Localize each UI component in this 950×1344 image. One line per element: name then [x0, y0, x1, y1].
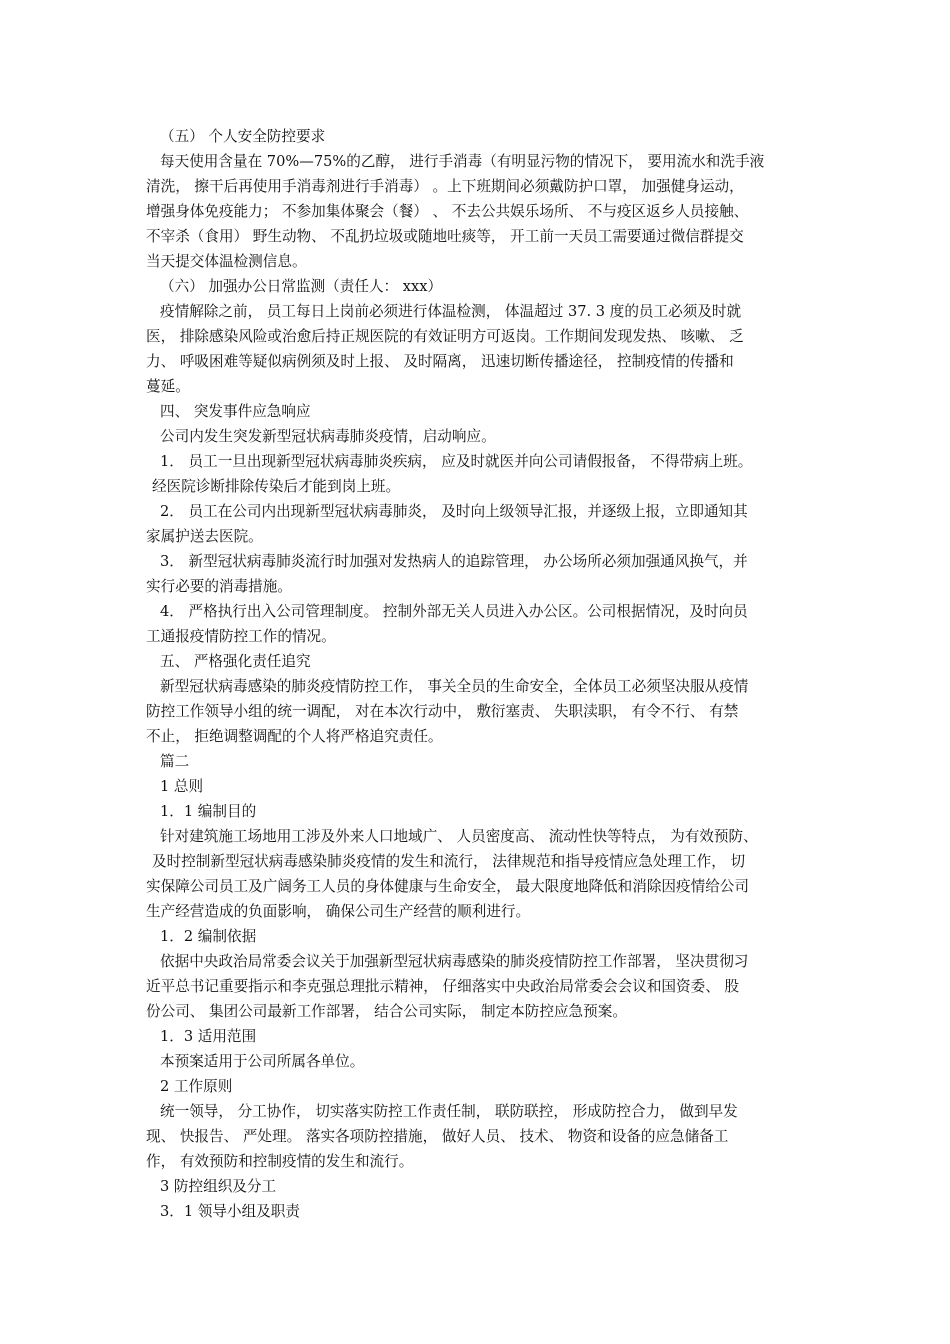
text-line: （五） 个人安全防控要求: [160, 128, 326, 145]
text-line: 统一领导， 分工协作， 切实落实防控工作责任制， 联防联控， 形成防控合力， 做到早发: [160, 1103, 738, 1120]
text-line: 实行必要的消毒措施。: [146, 578, 292, 595]
text-line: 四、 突发事件应急响应: [160, 403, 311, 420]
text-line: （六） 加强办公日常监测（责任人： xxx）: [160, 278, 443, 295]
text-line: 当天提交体温检测信息。: [146, 253, 307, 270]
text-line: 力、 呼吸困难等疑似病例须及时上报、 及时隔离， 迅速切断传播途径， 控制疫情的传播和: [146, 353, 734, 370]
text-line: 份公司、 集团公司最新工作部署， 结合公司实际， 制定本防控应急预案。: [146, 1003, 627, 1020]
text-line: 清洗， 擦干后再使用手消毒剂进行手消毒） 。上下班期间必须戴防护口罩， 加强健身运动，: [146, 178, 744, 195]
text-line: 不宰杀（食用） 野生动物、 不乱扔垃圾或随地吐痰等， 开工前一天员工需要通过微信群提交: [146, 228, 744, 245]
text-line: 3 防控组织及分工: [160, 1178, 277, 1195]
text-line: 作， 有效预防和控制疫情的发生和流行。: [146, 1153, 414, 1170]
text-line: 增强身体免疫能力； 不参加集体聚会（餐） 、 不去公共娱乐场所、 不与疫区返乡人员接触、: [146, 203, 749, 220]
text-line: 依据中央政治局常委会议关于加强新型冠状病毒感染的肺炎疫情防控工作部署， 坚决贯彻习: [160, 953, 749, 970]
text-line: 家属护送去医院。: [146, 528, 263, 545]
text-line: 医， 排除感染风险或治愈后持正规医院的有效证明方可返岗。工作期间发现发热、 咳嗽、 乏: [146, 328, 744, 345]
text-line: 及时控制新型冠状病毒感染肺炎疫情的发生和流行， 法律规范和指导疫情应急处理工作， 切: [152, 853, 746, 870]
text-line: 公司内发生突发新型冠状病毒肺炎疫情，启动响应。: [160, 428, 496, 445]
text-line: 1．2 编制依据: [160, 928, 257, 945]
text-line: 3．1 领导小组及职责: [160, 1203, 300, 1220]
text-line: 1． 员工一旦出现新型冠状病毒肺炎疾病， 应及时就医并向公司请假报备， 不得带病上班。: [160, 453, 753, 470]
text-line: 蔓延。: [146, 378, 190, 395]
text-line: 工通报疫情防控工作的情况。: [146, 628, 336, 645]
text-line: 1 总则: [160, 778, 204, 795]
text-line: 3． 新型冠状病毒肺炎流行时加强对发热病人的追踪管理， 办公场所必须加强通风换气，并: [160, 553, 748, 570]
text-line: 经医院诊断排除传染后才能到岗上班。: [152, 478, 401, 495]
text-line: 1．1 编制目的: [160, 803, 257, 820]
text-line: 针对建筑施工场地用工涉及外来人口地域广、 人员密度高、 流动性快等特点， 为有效预防、: [160, 828, 758, 845]
text-line: 2． 员工在公司内出现新型冠状病毒肺炎， 及时向上级领导汇报，并逐级上报，立即通知其: [160, 503, 748, 520]
text-line: 新型冠状病毒感染的肺炎疫情防控工作， 事关全员的生命安全，全体员工必须坚决服从疫情: [160, 678, 749, 695]
text-line: 篇二: [160, 753, 190, 770]
text-line: 4． 严格执行出入公司管理制度。 控制外部无关人员进入办公区。公司根据情况，及时向员: [160, 603, 748, 620]
text-line: 每天使用含量在 70%—75%的乙醇， 进行手消毒（有明显污物的情况下， 要用流水和洗手液: [160, 153, 765, 170]
text-line: 1．3 适用范围: [160, 1028, 257, 1045]
text-line: 近平总书记重要指示和李克强总理批示精神， 仔细落实中央政治局常委会会议和国资委、 股: [146, 978, 740, 995]
document-body: [146, 124, 816, 1224]
text-line: 2 工作原则: [160, 1078, 233, 1095]
text-line: 五、 严格强化责任追究: [160, 653, 311, 670]
text-line: 不止， 拒绝调整调配的个人将严格追究责任。: [146, 728, 443, 745]
text-line: 实保障公司员工及广阔务工人员的身体健康与生命安全， 最大限度地降低和消除因疫情给公司: [146, 878, 749, 895]
text-line: 生产经营造成的负面影响， 确保公司生产经营的顺利进行。: [146, 903, 531, 920]
text-line: 疫情解除之前， 员工每日上岗前必须进行体温检测， 体温超过 37. 3 度的员工必须及时就: [160, 303, 742, 320]
text-line: 防控工作领导小组的统一调配， 对在本次行动中， 敷衍塞责、 失职渎职， 有令不行、 有禁: [146, 703, 739, 720]
text-line: 现、 快报告、 严处理。 落实各项防控措施， 做好人员、 技术、 物资和设备的应急储备工: [146, 1128, 729, 1145]
text-line: 本预案适用于公司所属各单位。: [160, 1053, 365, 1070]
